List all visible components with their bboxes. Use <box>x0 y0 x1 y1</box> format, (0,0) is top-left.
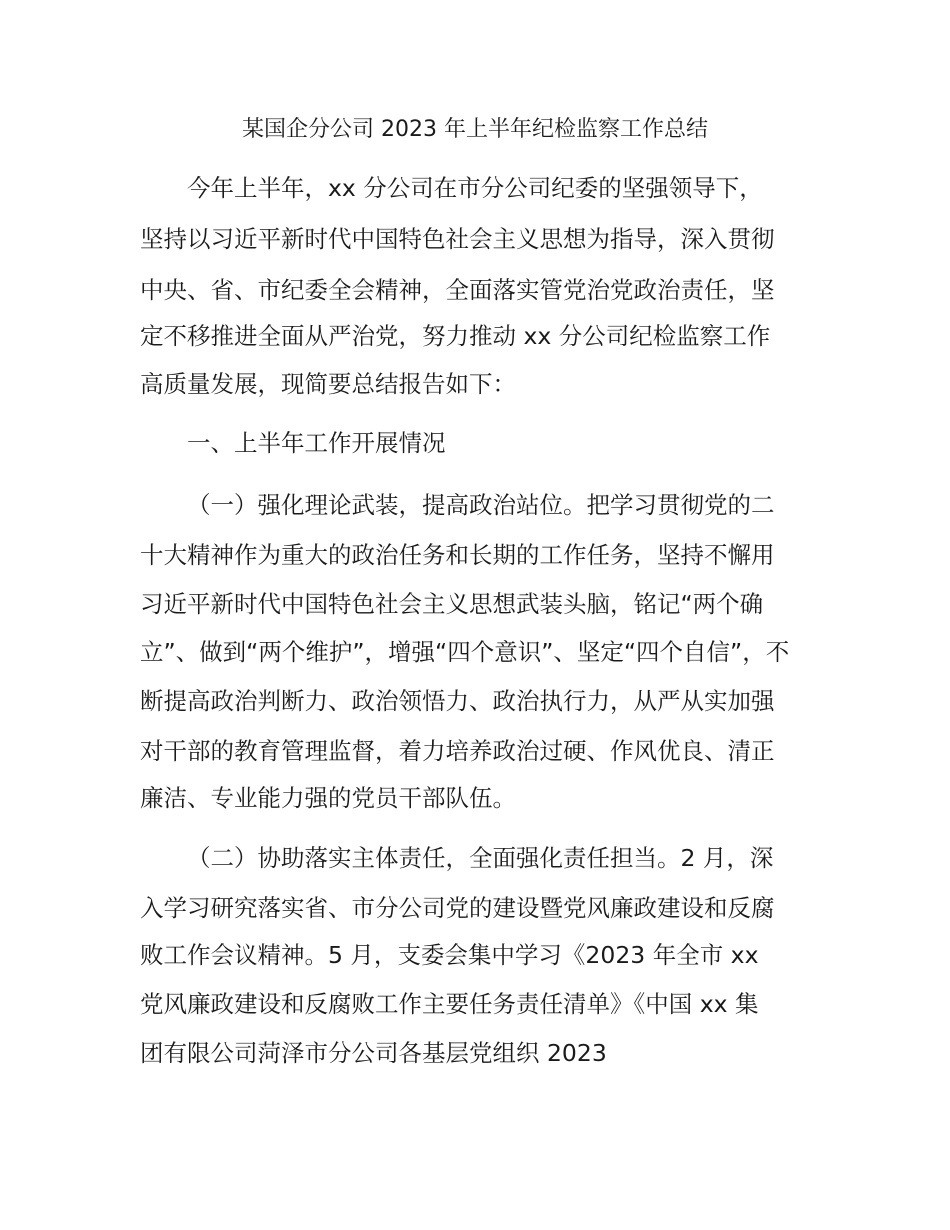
para1-line: 习近平新时代中国特色社会主义思想武装头脑，铭记“两个确 <box>140 590 764 618</box>
para2-line: 团有限公司菏泽市分公司各基层党组织 2023 <box>140 1039 607 1067</box>
para1-line: 十大精神作为重大的政治任务和长期的工作任务，坚持不懈用 <box>140 541 775 569</box>
para1-line: 廉洁、专业能力强的党员干部队伍。 <box>140 784 516 812</box>
intro-line: 定不移推进全面从严治党，努力推动 xx 分公司纪检监察工作 <box>140 322 771 350</box>
para1-line: 对干部的教育管理监督，着力培养政治过硬、作风优良、清正 <box>140 737 775 765</box>
intro-line: 今年上半年，xx 分公司在市分公司纪委的坚强领导下， <box>187 174 763 202</box>
intro-line: 高质量发展，现简要总结报告如下： <box>140 370 516 398</box>
para1-line: 断提高政治判断力、政治领悟力、政治执行力，从严从实加强 <box>140 687 775 715</box>
para1-line: 立”、做到“两个维护”，增强“四个意识”、坚定“四个自信”，不 <box>140 638 790 666</box>
para1-line: （一）强化理论武装，提高政治站位。把学习贯彻党的二 <box>187 491 775 519</box>
intro-line: 坚持以习近平新时代中国特色社会主义思想为指导，深入贯彻 <box>140 225 775 253</box>
intro-line: 中央、省、市纪委全会精神，全面落实管党治党政治责任，坚 <box>140 276 775 304</box>
para2-line: 党风廉政建设和反腐败工作主要任务责任清单》《中国 xx 集 <box>140 990 759 1018</box>
para2-line: （二）协助落实主体责任，全面强化责任担当。2 月，深 <box>187 844 774 872</box>
document-title: 某国企分公司 2023 年上半年纪检监察工作总结 <box>242 117 708 142</box>
para2-line: 败工作会议精神。5 月，支委会集中学习《2023 年全市 xx <box>140 941 759 969</box>
para2-line: 入学习研究落实省、市分公司党的建设暨党风廉政建设和反腐 <box>140 894 775 922</box>
section-heading: 一、上半年工作开展情况 <box>187 429 446 457</box>
